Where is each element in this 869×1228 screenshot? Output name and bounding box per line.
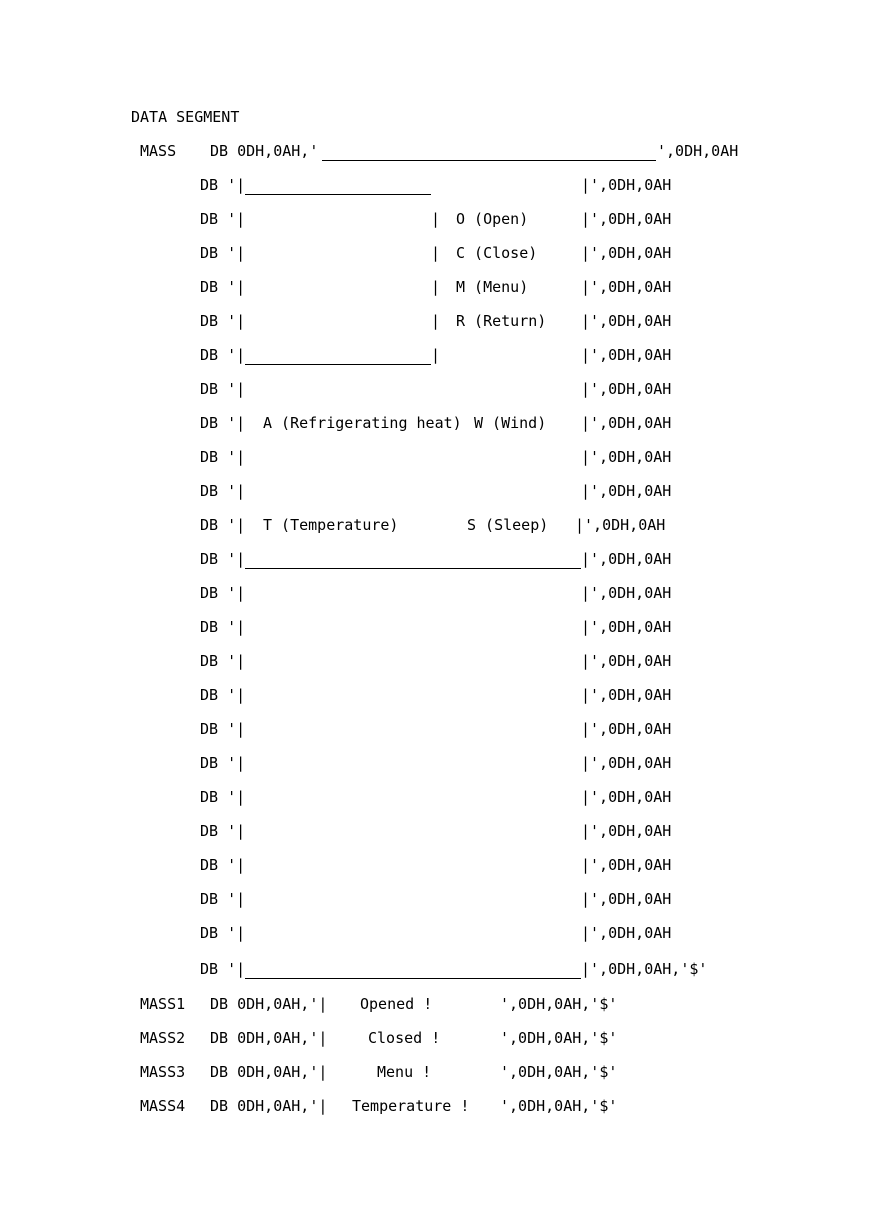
db-line-prefix: DB '|	[200, 618, 246, 636]
db-line-prefix: DB '|	[200, 380, 246, 398]
db-last-line-suffix: |',0DH,0AH,'$'	[581, 960, 708, 978]
menu-item-open: O (Open)	[456, 210, 529, 228]
db-line-prefix: DB '|	[200, 720, 246, 738]
message-suffix: ',0DH,0AH,'$'	[500, 1097, 618, 1115]
option-sleep: S (Sleep)	[467, 516, 549, 534]
db-line-suffix: |',0DH,0AH	[581, 176, 672, 194]
db-line-prefix: DB '|	[200, 890, 246, 908]
message-prefix: DB 0DH,0AH,'|	[210, 1063, 328, 1081]
menu-item-menu: M (Menu)	[456, 278, 529, 296]
db-line-suffix: |',0DH,0AH	[581, 482, 672, 500]
db-line-prefix: DB '|	[200, 482, 246, 500]
db-line-prefix: DB '|	[200, 856, 246, 874]
message-label: MASS2	[140, 1029, 186, 1047]
db-line-suffix: |',0DH,0AH	[581, 414, 672, 432]
db-line-prefix: DB '|	[200, 210, 246, 228]
db-line-prefix: DB '|	[200, 244, 246, 262]
mass-first-line-prefix: DB 0DH,0AH,'	[210, 142, 319, 160]
inner-box-divider: |	[431, 244, 441, 262]
message-label: MASS4	[140, 1097, 186, 1115]
message-label: MASS3	[140, 1063, 186, 1081]
db-line-prefix: DB '|	[200, 584, 246, 602]
message-text-menu: Menu !	[377, 1063, 432, 1081]
db-line-suffix: |',0DH,0AH	[581, 652, 672, 670]
db-line-suffix: |',0DH,0AH	[575, 516, 666, 534]
message-label: MASS1	[140, 995, 186, 1013]
message-text-opened: Opened !	[360, 995, 433, 1013]
bottom-border-line	[245, 978, 581, 979]
db-line-suffix: |',0DH,0AH	[581, 686, 672, 704]
option-wind: W (Wind)	[474, 414, 547, 432]
db-line-suffix: |',0DH,0AH	[581, 856, 672, 874]
db-line-suffix: |',0DH,0AH	[581, 210, 672, 228]
db-line-prefix: DB '|	[200, 686, 246, 704]
db-line-suffix: |',0DH,0AH	[581, 924, 672, 942]
db-line-prefix: DB '|	[200, 924, 246, 942]
db-line-suffix: |',0DH,0AH	[581, 788, 672, 806]
inner-box-divider: |	[431, 312, 441, 330]
db-line-suffix: |',0DH,0AH	[581, 380, 672, 398]
db-line-prefix: DB '|	[200, 414, 246, 432]
db-line-suffix: |',0DH,0AH	[581, 890, 672, 908]
inner-box-divider: |	[431, 210, 441, 228]
db-line-suffix: |',0DH,0AH	[581, 822, 672, 840]
data-segment-heading: DATA SEGMENT	[131, 108, 240, 126]
db-line-suffix: |',0DH,0AH	[581, 618, 672, 636]
db-line-prefix: DB '|	[200, 448, 246, 466]
inner-box-divider: |	[431, 278, 441, 296]
db-line-prefix: DB '|	[200, 516, 246, 534]
db-line-suffix: |',0DH,0AH	[581, 720, 672, 738]
menu-item-return: R (Return)	[456, 312, 547, 330]
message-text-temperature: Temperature !	[352, 1097, 470, 1115]
db-line-prefix: DB '|	[200, 960, 246, 978]
mid-border-line	[245, 568, 581, 569]
inner-box-divider: |	[431, 346, 441, 364]
inner-box-top-line	[245, 194, 431, 195]
message-prefix: DB 0DH,0AH,'|	[210, 995, 328, 1013]
db-line-suffix: |',0DH,0AH	[581, 754, 672, 772]
db-line-prefix: DB '|	[200, 346, 246, 364]
db-line-suffix: |',0DH,0AH	[581, 244, 672, 262]
message-suffix: ',0DH,0AH,'$'	[500, 1029, 618, 1047]
db-line-prefix: DB '|	[200, 312, 246, 330]
db-line-suffix: |',0DH,0AH	[581, 346, 672, 364]
mass-first-line-suffix: ',0DH,0AH	[657, 142, 739, 160]
option-refrigerating-heat: A (Refrigerating heat)	[263, 414, 462, 432]
message-text-closed: Closed !	[368, 1029, 441, 1047]
db-line-suffix: |',0DH,0AH	[581, 550, 672, 568]
db-line-prefix: DB '|	[200, 788, 246, 806]
inner-box-bottom-line	[245, 364, 431, 365]
db-line-prefix: DB '|	[200, 652, 246, 670]
db-line-prefix: DB '|	[200, 550, 246, 568]
db-line-prefix: DB '|	[200, 754, 246, 772]
message-suffix: ',0DH,0AH,'$'	[500, 995, 618, 1013]
message-suffix: ',0DH,0AH,'$'	[500, 1063, 618, 1081]
top-border-line	[322, 160, 656, 161]
menu-item-close: C (Close)	[456, 244, 538, 262]
mass-label: MASS	[140, 142, 177, 160]
db-line-suffix: |',0DH,0AH	[581, 278, 672, 296]
option-temperature: T (Temperature)	[263, 516, 399, 534]
db-line-prefix: DB '|	[200, 176, 246, 194]
db-line-suffix: |',0DH,0AH	[581, 584, 672, 602]
db-line-suffix: |',0DH,0AH	[581, 312, 672, 330]
message-prefix: DB 0DH,0AH,'|	[210, 1097, 328, 1115]
db-line-prefix: DB '|	[200, 822, 246, 840]
db-line-suffix: |',0DH,0AH	[581, 448, 672, 466]
message-prefix: DB 0DH,0AH,'|	[210, 1029, 328, 1047]
db-line-prefix: DB '|	[200, 278, 246, 296]
